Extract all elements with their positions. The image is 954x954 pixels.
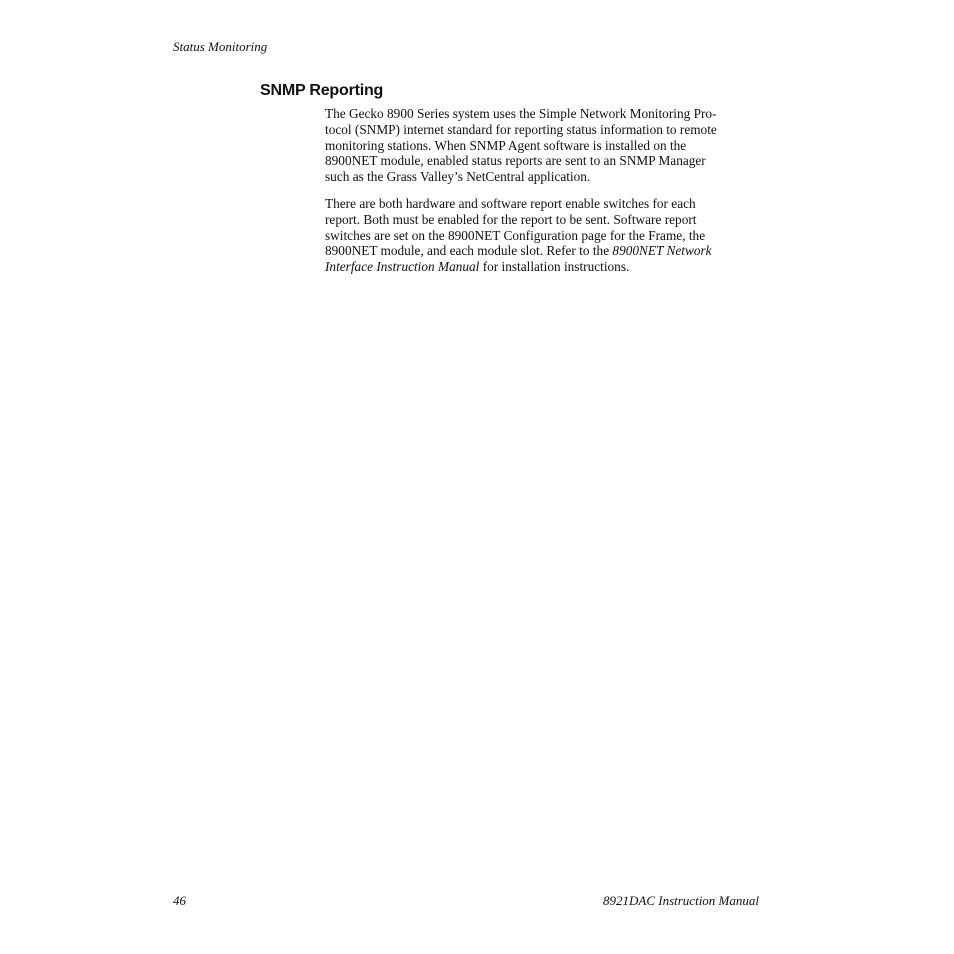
manual-reference-italic: 8900NET Network: [612, 243, 712, 259]
text-segment: for installation instructions.: [479, 259, 630, 275]
text-line: report. Both must be enabled for the report to be sent. Software report: [325, 211, 697, 227]
page-number: 46: [173, 893, 186, 908]
text-line: There are both hardware and software report enable switches for each: [325, 196, 696, 211]
text-line: switches are set on the 8900NET Configuration page for the Frame, the: [325, 227, 706, 243]
manual-reference-italic: Interface Instruction Manual: [325, 259, 480, 275]
text-segment: 8900NET module, and each module slot. Refer to the: [325, 243, 613, 259]
text-line: [325, 259, 765, 275]
footer-manual-title: 8921DAC Instruction Manual: [603, 893, 759, 908]
text-line: 8900NET module, enabled status reports are sent to an SNMP Manager: [325, 153, 706, 169]
paragraph-snmp-overview: [325, 106, 765, 185]
text-line: such as the Grass Valley’s NetCentral application.: [325, 169, 591, 185]
section-heading: SNMP Reporting: [260, 82, 384, 99]
running-header: Status Monitoring: [173, 39, 268, 54]
text-line: The Gecko 8900 Series system uses the Simple Network Monitoring Pro-: [325, 106, 717, 121]
paragraph-report-switches: [325, 196, 765, 275]
text-line: monitoring stations. When SNMP Agent software is installed on the: [325, 137, 687, 153]
text-line: tocol (SNMP) internet standard for reporting status information to remote: [325, 121, 717, 137]
text-line: [325, 243, 765, 259]
